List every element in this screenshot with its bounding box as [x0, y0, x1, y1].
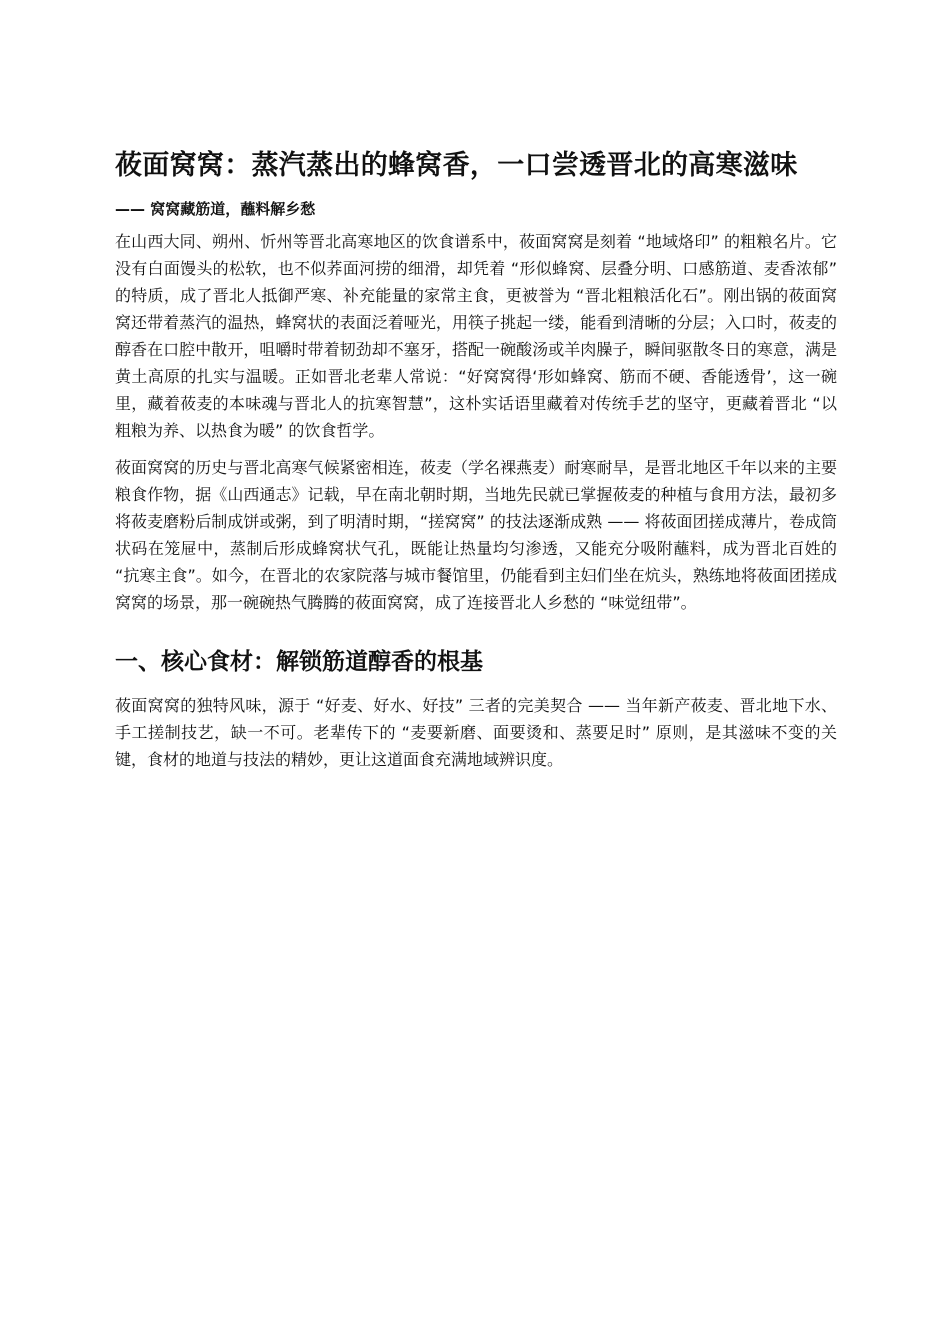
intro-paragraph: 在山西大同、朔州、忻州等晋北高寒地区的饮食谱系中，莜面窝窝是刻着 “地域烙印” 的粗粮名片。它没有白面馒头的松软，也不似荞面河捞的细滑，却凭着 “形似蜂窝、层叠分明、口感筋道、麦香浓郁” 的特质，成了晋北人抵御严寒、补充能量的家常主食，更被誉为 “晋北粗粮活化石”。刚出锅的莜面窝窝还带着蒸汽的温热，蜂窝状的表面泛着哑光，用筷子挑起一缕，能看到清晰的分层；入口时，莜麦的醇香在口腔中散开，咀嚼时带着韧劲却不塞牙，搭配一碗酸汤或羊肉臊子，瞬间驱散冬日的寒意，满是黄土高原的扎实与温暖。正如晋北老辈人常说：“好窝窝得‘形如蜂窝、筋而不硬、香能透骨’，这一碗里，藏着莜麦的本味魂与晋北人的抗寒智慧”，这朴实话语里藏着对传统手艺的坚守，更藏着晋北 “以粗粮为养、以热食为暖” 的饮食哲学。 [115, 232, 837, 440]
document-subtitle: —— 窝窝藏筋道，蘸料解乡愁 [115, 200, 316, 218]
section-heading: 一、核心食材：解锁筋道醇香的根基 [115, 649, 483, 675]
document-title: 莜面窝窝：蒸汽蒸出的蜂窝香，一口尝透晋北的高寒滋味 [115, 150, 798, 181]
history-paragraph: 莜面窝窝的历史与晋北高寒气候紧密相连，莜麦（学名裸燕麦）耐寒耐旱，是晋北地区千年以来的主要粮食作物，据《山西通志》记载，早在南北朝时期，当地先民就已掌握莜麦的种植与食用方法，最初多将莜麦磨粉后制成饼或粥，到了明清时期，“搓窝窝” 的技法逐渐成熟 —— 将莜面团搓成薄片，卷成筒状码在笼屉中，蒸制后形成蜂窝状气孔，既能让热量均匀渗透，又能充分吸附蘸料，成为晋北百姓的 “抗寒主食”。如今，在晋北的农家院落与城市餐馆里，仍能看到主妇们坐在炕头，熟练地将莜面团搓成窝窝的场景，那一碗碗热气腾腾的莜面窝窝，成了连接晋北人乡愁的 “味觉纽带”。 [115, 458, 837, 612]
document-page [115, 146, 837, 773]
section-paragraph: 莜面窝窝的独特风味，源于 “好麦、好水、好技” 三者的完美契合 —— 当年新产莜麦、晋北地下水、手工搓制技艺，缺一不可。老辈传下的 “麦要新磨、面要烫和、蒸要足时” 原则，是其滋味不变的关键，食材的地道与技法的精妙，更让这道面食充满地域辨识度。 [115, 696, 837, 769]
